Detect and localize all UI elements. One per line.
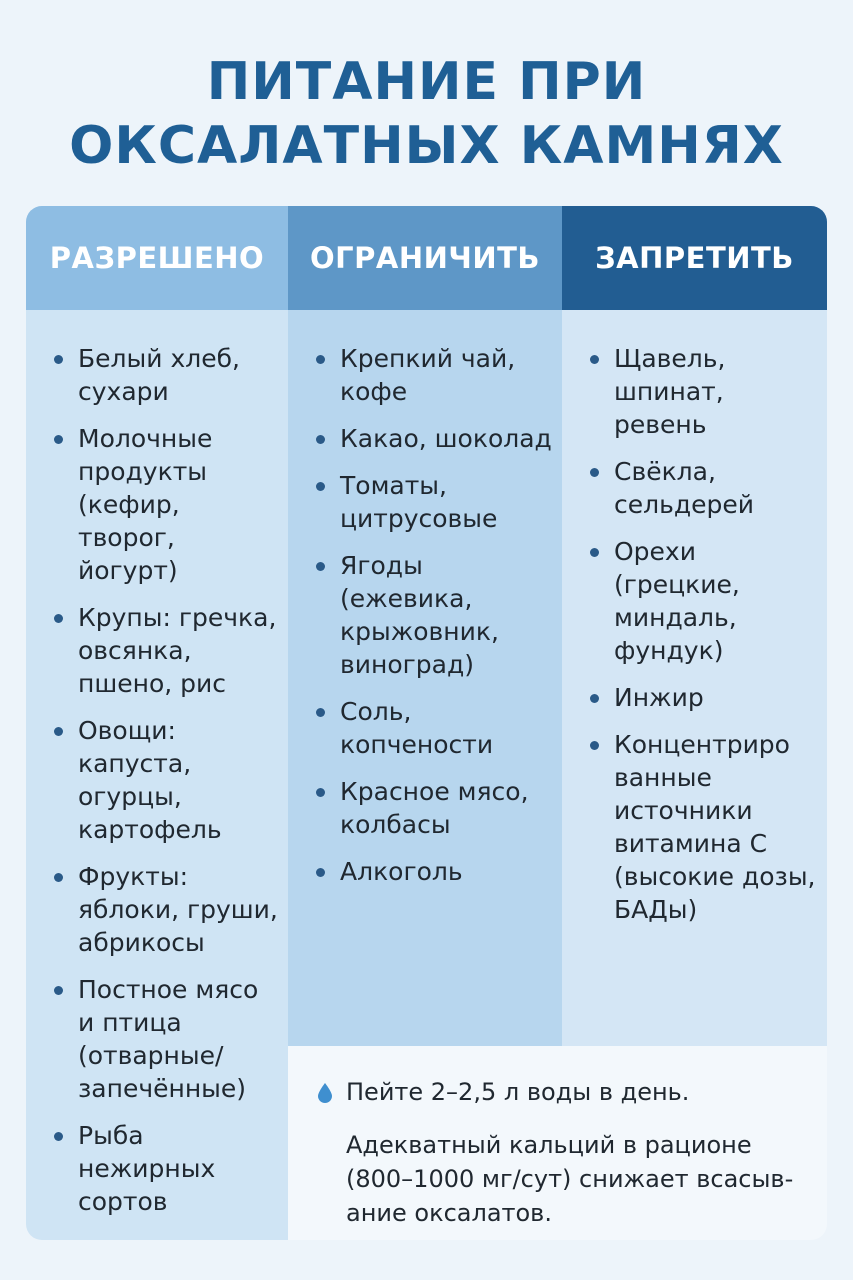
calcium-note: Адекватный кальций в рационе (800–1000 мг/сут) снижает всасыв-ание оксалатов. (346, 1131, 794, 1227)
water-drop-icon (318, 1083, 332, 1103)
list-item: Фрукты: яблоки, груши, абрикосы (78, 862, 278, 957)
list-item: Овощи: капуста, огурцы, картофель (78, 714, 278, 846)
list-item: Крепкий чай, кофе (340, 342, 552, 408)
list-limit (288, 310, 562, 888)
list-item: Рыба нежирных сортов (78, 1119, 278, 1218)
list-item: Какао, шоколад (340, 424, 552, 453)
header-limit: ОГРАНИЧИТЬ (288, 206, 562, 310)
column-limit (288, 206, 562, 1046)
water-note: Пейте 2–2,5 л воды в день. (346, 1078, 690, 1106)
list-item: Красное мясо, колбасы (340, 775, 552, 841)
header-allowed: РАЗРЕШЕНО (26, 206, 288, 310)
list-item: Томаты, цитрусовые (340, 469, 552, 535)
title-line-1: ПИТАНИЕ ПРИ (206, 52, 647, 112)
list-item: Ягоды (ежевика, крыжовник, виноград) (340, 549, 552, 681)
list-forbid (562, 310, 827, 926)
title-line-2: ОКСАЛАТНЫХ КАМНЯХ (69, 116, 784, 176)
list-item: Орехи (грецкие, миндаль, фундук) (614, 535, 817, 667)
list-item: Крупы: гречка, овсянка, пшено, рис (78, 603, 277, 698)
list-item: Молочные продукты (кефир, творог, йогурт) (78, 422, 278, 587)
list-item: Белый хлеб, сухари (78, 342, 278, 408)
page-title (0, 50, 853, 178)
list-item: Щавель, шпинат, ревень (614, 342, 817, 441)
list-item: Концентриро ванные источники витамина С (высокие дозы, БАДы) (614, 730, 816, 924)
list-item: Свёкла, сельдерей (614, 455, 817, 521)
list-item: Соль, копчености (340, 695, 552, 761)
diet-table (26, 206, 827, 1240)
column-allowed (26, 206, 288, 1240)
column-forbid (562, 206, 827, 1046)
list-allowed (26, 310, 288, 1218)
list-item: Инжир (614, 681, 817, 714)
list-item: Алкоголь (340, 855, 552, 888)
notes-panel (288, 1046, 827, 1240)
list-item: Постное мясо и птица (отварные/ запечённые) (78, 973, 278, 1105)
header-forbid: ЗАПРЕТИТЬ (562, 206, 827, 310)
